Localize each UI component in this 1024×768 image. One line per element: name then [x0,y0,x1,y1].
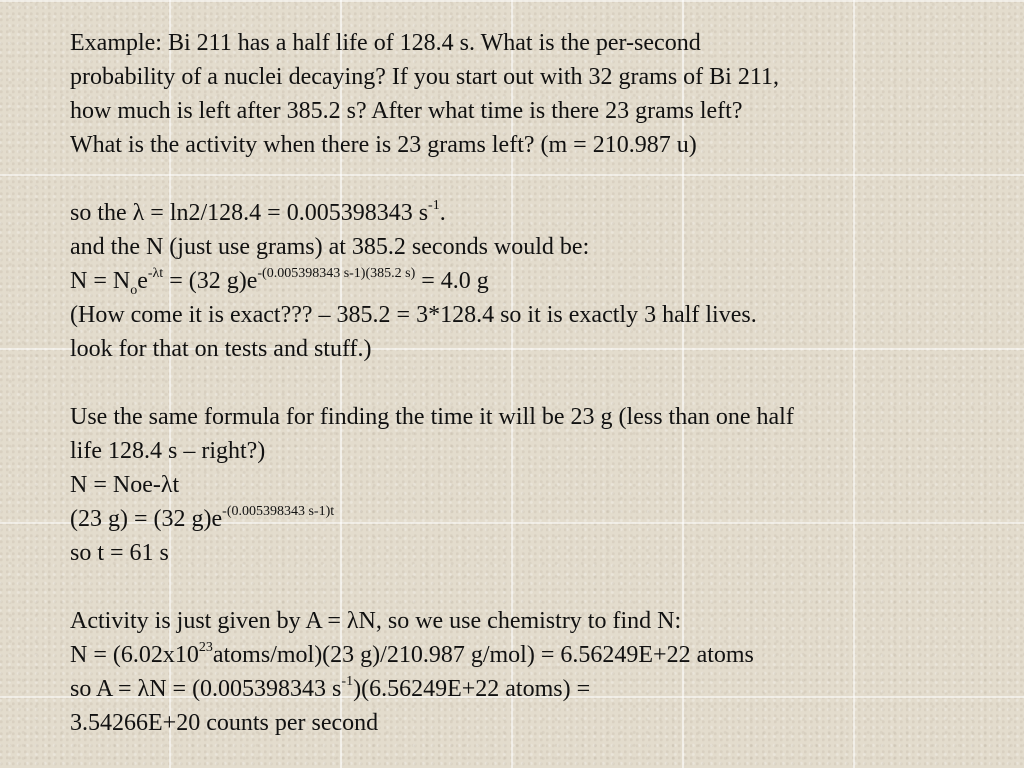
activity-eq-post: )(6.56249E+22 atoms) = [353,676,591,702]
activity-eq-exponent: -1 [341,674,354,689]
time-intro-line-2: life 128.4 s – right?) [70,438,266,464]
ngrams-intro-line: and the N (just use grams) at 385.2 seconds would be: [70,234,590,260]
eq-part-c: = (32 g)e [163,268,258,294]
eq-subscript-o: o [130,282,138,298]
slide-body [70,26,970,740]
eq-exponent-1: -λt [147,266,164,281]
eq-exponent-2: -(0.005398343 s-1)(385.2 s) [257,266,416,281]
activity-equation-line [70,672,970,706]
spacer [70,570,970,604]
time-result-line: so t = 61 s [70,540,169,566]
activity-intro-line: Activity is just given by A = λN, so we use chemistry to find N: [70,608,682,634]
spacer [70,162,970,196]
lambda-exponent: -1 [428,198,440,213]
exact-note-line-1: (How come it is exact??? – 385.2 = 3*128.4 so it is exactly 3 half lives. [70,302,757,328]
activity-eq-pre: so A = λN = (0.005398343 s [70,676,342,702]
exact-note-line-2: look for that on tests and stuff.) [70,336,372,362]
formula-line: N = Noe-λt [70,472,180,498]
lambda-line [70,196,970,230]
lambda-period: . [439,200,446,226]
lambda-text: so the λ = ln2/128.4 = 0.005398343 s [70,200,429,226]
activity-result-line: 3.54266E+20 counts per second [70,710,379,736]
eq-part-a: N = N [70,268,131,294]
decay-equation-line [70,264,970,298]
eq-part-b: e [137,268,148,294]
avogadro-exponent: 23 [198,640,213,655]
atoms-equation-line [70,638,970,672]
atoms-eq-post: atoms/mol)(23 g)/210.987 g/mol) = 6.56249E+22 atoms [212,642,754,668]
problem-line-2: probability of a nuclei decaying? If you start out with 32 grams of Bi 211, [70,64,779,90]
time-eq-base: (23 g) = (32 g)e [70,506,223,532]
time-eq-exponent: -(0.005398343 s-1)t [222,504,335,519]
eq-result: = 4.0 g [415,268,489,294]
problem-line-3: how much is left after 385.2 s? After what time is there 23 grams left? [70,98,743,124]
atoms-eq-pre: N = (6.02x10 [70,642,199,668]
problem-line-4: What is the activity when there is 23 grams left? (m = 210.987 u) [70,132,697,158]
time-equation-line [70,502,970,536]
time-intro-line-1: Use the same formula for finding the time it will be 23 g (less than one half [70,404,794,430]
spacer [70,366,970,400]
problem-line-1: Example: Bi 211 has a half life of 128.4 s. What is the per-second [70,30,701,56]
